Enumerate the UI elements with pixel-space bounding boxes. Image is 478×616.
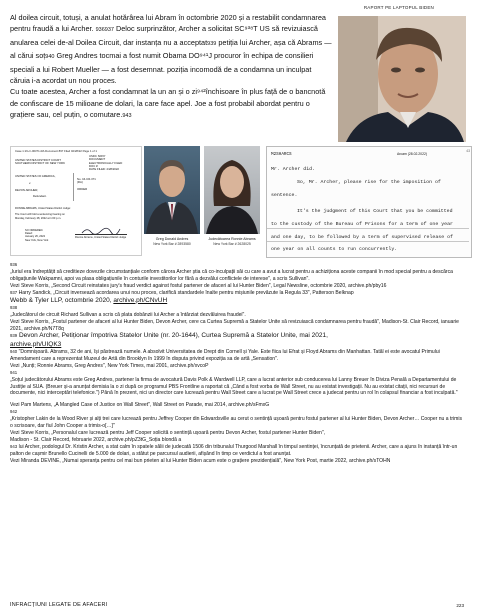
court-order-document <box>10 146 142 256</box>
case-number: No. 16-CR-371 (RA) ORDER <box>77 177 96 192</box>
footnote-ref-940[interactable]: 940 <box>45 54 55 61</box>
footnote-936: 936 „Iuriul era îndreptățit să creditieze dovezile circumstanțiale conform cărora Archer știa că co-inculpații săi cu care a avut a lucrat pentru a achiziționa aceste companii în mod special pentru a descărca obligațiunile Wakpamni, apoi va plasa obligațiunile în conturile investitorilor lor fără a dezvălui conflictele de interese", a scris Sullivan". <box>10 262 453 282</box>
transcript-line: Mr. Archer did. <box>271 167 316 172</box>
footnote-ref-942[interactable]: ⁹⁴² <box>197 87 206 97</box>
footnote-ref-936-937[interactable]: 936937 <box>95 27 114 34</box>
transcript-case-code: M2SHARCS <box>271 152 292 157</box>
footnote-937: 937 Harry Sandick, „Circuit inversează acordarea unui nou proces, clarifică standardele înalte pentru mișiunile prevăzute la Regula 33", Patterson Belknap <box>10 289 354 296</box>
highlight-rule <box>267 241 469 242</box>
photo-caption-bar: New York Bar # 2893580 <box>153 242 191 246</box>
page-number: 223 <box>456 603 464 608</box>
footnote-938: 938 „Judecătorul de circuit Richard Sullivan a scris că plata dobânzii lui Archer a întârziat dezvăluirea fraudei". <box>10 304 246 318</box>
transcript-line: one year on all counts to run concurrently. <box>271 247 398 252</box>
doc-topline: Case 1:16-cr-00371-RA Document 897 Filed 02/28/22 Page 1 of 1 <box>15 149 97 153</box>
footnote-943: 943 lui Archer, podologul Dr. Kristin Archer, a stat calm în spatele sălii de judecată 1506 din tribunalul Thurgood Marshall în timpul sentinței, încrunțată de prietenii. Archer, care a ajuns în instanță într-un palton de cașmir Brunello Cucinelli de 5.000 de dolari, a stătut pe parcursul audierii, afișând în timp ce verdictul a fost anunțat. <box>10 443 458 457</box>
footnote-942: 942 „Kristopher Lakin de la Wood River și alți trei care lucrează pentru Jeffrey Cooper din Edwardsville au cerut o sentință ușoară pentru fostul partener al lui Hunter Biden, Devon Archer… Cooper nu a trimis o scrisoare, dar fiul John Cooper a trimis-o[…]" <box>10 409 463 430</box>
transcript-filed: Arcam (28.02.2022) <box>397 152 427 156</box>
highlight-rule <box>267 228 469 229</box>
greg-andres-photo <box>144 146 200 234</box>
photo-caption-bar: New York Bar # 2628025 <box>213 242 251 246</box>
footnote-940: 940 "Domnișoară. Abrams, 32 de ani, își păstrează numele. A absolvit Universitatea de Drept din Cornell și Yale. Este fiica lui Efrat și Floyd Abrams din Manhattan. Tatăl ei este avocatul Primului Amendament care a reprezentat Muzeul de Artă din Brooklyn în 1999 în disputa privind expoziția sa de artă „Sensation". <box>10 349 440 362</box>
caption-divider <box>73 173 74 201</box>
signature-title: Ronnie Abrams, United States District Judge <box>75 236 127 239</box>
greg-andres-photo-card <box>144 146 200 254</box>
photo-caption-name: Judecătoarea Ronnie Abrams <box>208 237 256 241</box>
footnote-ref-939[interactable]: 939 <box>207 40 217 47</box>
paragraph-1: Al doilea circuit, totuși, a anulat hotărârea lui Abram în octombrie 2020 și a restabilit condamnarea pentru fraudă a lui Archer. <box>10 13 326 34</box>
running-header: RAPORT PE LAPTOPUL BIDEN <box>363 5 434 10</box>
transcript-line: and one day, to be followed by a term of supervised release of <box>271 235 453 240</box>
chapter-footer: INFRACȚIUNI LEGATE DE AFACERI <box>10 602 108 608</box>
signature-line <box>75 234 127 235</box>
footnote-939: 939 Devon Archer, Petiționar împotriva Statelor Unite (nr. 20-1644), Curtea Supremă a Statelor Unite, mai 2021, archive.ph/UIQK3 <box>10 332 328 348</box>
paragraph-2: Cu toate acestea, Archer a fost condamnat la un an și o zi <box>10 87 197 97</box>
man-portrait-illustration <box>338 16 466 142</box>
photo-caption-name: Greg Donald Andres <box>155 237 189 241</box>
transcript-line: So, Mr. Archer, please rise for the imposition of <box>297 180 441 185</box>
transcript-line: sentence. <box>271 193 298 198</box>
transcript-line: It's the judgment of this Court that you be committed <box>297 209 453 214</box>
transcript-line: to the custody of the Bureau of Prisons for a term of one year <box>271 222 453 227</box>
footnote-ref-943[interactable]: 943 <box>122 113 132 120</box>
order-dated: SO ORDERED. Dated: January 26, 2022 New York, New York <box>25 229 49 242</box>
archive-link-939[interactable]: archive.ph/UIQK3 <box>10 340 62 348</box>
footnotes-section: 936 „Iuriul era îndreptățit să creditieze dovezile circumstanțiale conform cărora Archer știa că co-inculpații săi cu care a avut a lucrat pentru a achiziționa aceste companii în mod special pentru a descărca obligațiunile Wakpamni, apoi va plasa obligațiunile în conturile investitorilor lor fără a dezvălui conflictele de interese", a scris Sullivan". Vezi Steve Korris, „Second Circuit reinstates jury's fraud verdict against fostul partener de afaceri al lui Hunter Biden", Legal Newsline, octombrie 2020, archive.ph/pby16 937 Harry Sandick, „Circuit inversează acordarea unui nou proces, clarifică standardele înalte pentru mișiunile prevăzute la Regula 33", Patterson Belknap Webb & Tyler LLP, octombrie 2020, archive.ph/CNvUH 938 „Judecătorul de circuit Richard Sullivan a scris că plata dobânzii lui Archer a întârziat dezvăluirea fraudei". Vezi Steve Korris, „Fostul partener de afaceri al lui Hunter Biden, Devon Archer, cere ca Curtea Supremă a Statelor Unite să revizuiască condamnarea pentru fraudă", Madison-St. Clair Record, ianuarie 2021, archive.ph/N7T8q 939 Devon Archer, Petiționar împotriva Statelor Unite (nr. 20-1644), Curtea Supremă a Statelor Unite, mai 2021, archive.ph/UIQK3 940 "Domnișoară. Abrams, 32 de ani, își păstrează numele. A absolvit Universitatea de Drept din Cornell și Yale. Este fiica lui Efrat și Floyd Abrams din Manhattan. Tatăl ei este avocatul Primului Amendament care a reprezentat Muzeul de Artă din Brooklyn în 1999 în disputa privind expoziția sa de artă „Sensation". Vezi „Nunți; Ronnie Abrams, Greg Andres", New York Times, mai 2001, archive.ph/xvcoP 941 „Soțul judecătorului Abrams este Greg Andres, partener la firma de avocatură Davis Polk & Wardwell LLP, care a lucrat anterior sub conducerea lui Lanny Breuer în Diviza Penală a Departamentului de Justiție al SUA. (Breuer și-a anunțat demisia la o zi după ce programul PBS Frontline a raportat că „Când a fost vorba de Wall Street, nu au existat investigații. Nu au existat citații, nici recursuri de documente, nici interceptări telefonice.") Până în prezent, nici un director care lucrează pentru Wall Street care a lucrat pe Wall Street crece a judecat pentru un rol în colapsul financiar a fost inculpată." Vezi Pam Martens, „A Mangled Case of Justice on Wall Street", Wall Street on Parade, mai 2014, archive.ph/sFmxG 942 „Kristopher Lakin de la Wood River și alți trei care lucrează pentru Jeffrey Cooper din Edwardsville au cerut o sentință ușoară pentru fostul partener al lui Hunter Biden, Devon Archer… Cooper nu a trimis o scrisoare, dar fiul John Cooper a trimis-o[…]" Vezi Steve Korris, „Personalul care lucrează pentru Jeff Cooper solicită o sentință ușoară pentru Devon Archer, fostul partener Hunter Biden", Madison - St. Clair Record, februarie 2022, archive.ph/pZ3tG_Soția blondă a 943 lui Archer, podologul Dr. Kristin Archer, a stat calm în spatele sălii de judecată 1506 din tribunalul Thurgood Marshall în timpul sentinței, încrunțată de prietenii. Archer, care a ajuns în instanță într-un palton de cașmir Brunello Cucinelli de 5.000 de dolari, a stătut pe parcursul audierii, afișând în timp ce verdictul a fost anunțat. Vezi Miranda DEVINE, „Numai speranța pentru cel mai bun prieten al lui Hunter Biden acum este o grațiere prezidențială", New York Post, martie 2022, archive.ph/sTOHN <box>10 262 466 465</box>
sentencing-transcript <box>266 146 472 258</box>
ronnie-abrams-photo-card <box>204 146 260 254</box>
footnote-941: 941 „Soțul judecătorului Abrams este Greg Andres, partener la firma de avocatură Davis Polk & Wardwell LLP, care a lucrat anterior sub conducerea lui Lanny Breuer în Diviza Penală a Departamentului de Justiție al SUA. (Breuer și-a anunțat demisia la o zi după ce programul PBS Frontline a raportat că „Când a fost vorba de Wall Street, nu au existat investigații. Nu au existat citații, nici recursuri de documente, nici interceptări telefonice.") Până în prezent, nici un director care lucrează pentru Wall Street care a lucrat pe Wall Street crece a judecat pentru un rol în colapsul financiar a fost inculpată." <box>10 369 458 397</box>
transcript-page-number: 43 <box>466 149 470 153</box>
archer-portrait-photo <box>338 16 466 142</box>
court-name: UNITED STATES DISTRICT COURT SOUTHERN DISTRICT OF NEW YORK <box>15 158 65 166</box>
main-text: Al doilea circuit, totuși, a anulat hotărârea lui Abram în octombrie 2020 și a restabilit condamnarea pentru fraudă a lui Archer. 936937 Deloc surprinzător, Archer a solicitat SC⁹³⁸T US să revizuiască anularea celei de-al Doilea Circuit, dar instanța nu a acceptat939 petiția lui Archer, așa că Abrams — al cărui soț940 Greg Andres tocmai a fost numit Obama DO⁹⁴¹J procuror în echipa de consilieri speciali a lui Robert Mueller — a fost desemnat. poziția incomodă de a condamna un inculpat căruia i-a acordat un nou proces. Cu toate acestea, Archer a fost condamnat la un an și o zi⁹⁴²închisoare în plus față de o bancnotă de confiscare de 15 milioane de dolari, la care face apel. Joe a fost probabil abordat pentru o grațiere sau, cel puțin, o comutare.943 <box>10 13 332 120</box>
case-caption: UNITED STATES OF AMERICA, v. DEVON ARCHER, Defendant. <box>15 174 56 199</box>
archive-link-937[interactable]: archive.ph/CNvUH <box>113 296 168 304</box>
filing-stamp: USDC SDNY DOCUMENT ELECTRONICALLY FILED DOC #: DATE FILED: 2/28/2022 <box>89 154 123 172</box>
order-body: RONNIE ABRAMS, United States District Judge: The Court will hold a sentencing hearing on Monday, February 28, 2022 at 1:00 p.m. <box>15 207 71 220</box>
ronnie-abrams-photo <box>204 146 260 234</box>
